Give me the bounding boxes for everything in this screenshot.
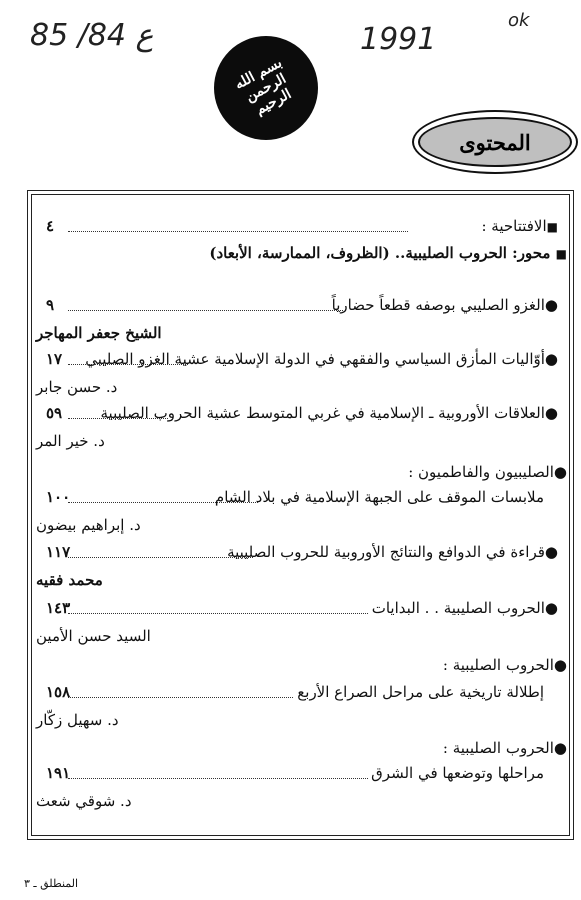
page-number: ٥٩ [46,404,63,422]
toc-subheading: ●الحروب الصليبية : [442,656,567,674]
page-number: ١١٧ [46,543,71,561]
toc-entry-text: ●أوّاليات المأزق السياسي والفقهي في الدولة الإسلامية عشية الغزو الصليبي [85,350,558,368]
handwritten-check: ok [508,10,530,31]
page-number: ١٤٣ [46,599,71,617]
toc-author: د. سهيل زكّار [36,711,119,729]
toc-entry [36,296,558,320]
toc-entry [36,488,558,512]
toc-entry-text: إطلالة تاريخية على مراحل الصراع الأربع [297,683,544,701]
toc-entry-text: ●العلاقات الأوروبية ـ الإسلامية في غربي المتوسط عشية الحروب الصليبية [100,404,558,422]
page-number: ٩ [46,296,55,314]
leader-dots [68,364,188,365]
page-footer: المنطلق ـ ٣ [24,877,79,890]
handwritten-reference: 85 /84 ع [30,18,154,53]
leader-dots [68,778,368,779]
title-badge-inner [418,117,572,167]
toc-author: د. إبراهيم بيضون [36,516,141,534]
toc-entry [36,599,558,623]
toc-entry [36,404,558,428]
toc-author: الشيخ جعفر المهاجر [36,324,162,342]
toc-author: محمد فقيه [36,571,103,589]
leader-dots [68,502,258,503]
toc-subheading: ●الصليبيون والفاطميون : [408,463,567,481]
leader-dots [68,613,368,614]
basmala-text: بسم الله الرحمن الرحيم [232,54,295,119]
toc-entry-text: ●قراءة في الدوافع والنتائج الأوروبية للحروب الصليبية [227,543,558,561]
toc-entry-text: مراحلها وتوضعها في الشرق [371,764,544,782]
page-number: ١٥٨ [46,683,71,701]
toc-entry-text: ملابسات الموقف على الجبهة الإسلامية في بلاد الشام [214,488,544,506]
leader-dots [68,231,408,232]
page-title: المحتوى [459,129,531,155]
toc-author: د. شوقي شعث [36,792,132,810]
page-number: ١٠٠ [46,488,71,506]
leader-dots [68,418,168,419]
handwritten-year: 1991 [360,22,437,57]
title-badge [412,110,578,174]
toc-section-heading: ■ محور: الحروب الصليبية.. (الظروف، الممارسة، الأبعاد) [209,244,567,262]
toc-entry-text: ●الغزو الصليبي بوصفه قطعاً حضارياً [331,296,558,314]
basmala-seal [214,36,318,140]
toc-author: السيد حسن الأمين [36,627,151,645]
toc-author: د. حسن جابر [36,378,118,396]
toc-entry-text: ●الحروب الصليبية . . البدايات [371,599,558,617]
leader-dots [68,557,253,558]
leader-dots [68,310,343,311]
leader-dots [68,697,293,698]
toc-entry-text: ■الافتتاحية : [481,217,558,235]
page-number: ١٧ [46,350,63,368]
toc-entry [36,683,558,707]
toc-entry [36,543,558,567]
toc-entry-editorial [36,217,558,241]
page-number: ٤ [46,217,55,235]
toc-author: د. خير المر [36,432,105,450]
toc-subheading: ●الحروب الصليبية : [442,739,567,757]
page-number: ١٩١ [46,764,71,782]
toc-entry [36,350,558,374]
toc-entry [36,764,558,788]
